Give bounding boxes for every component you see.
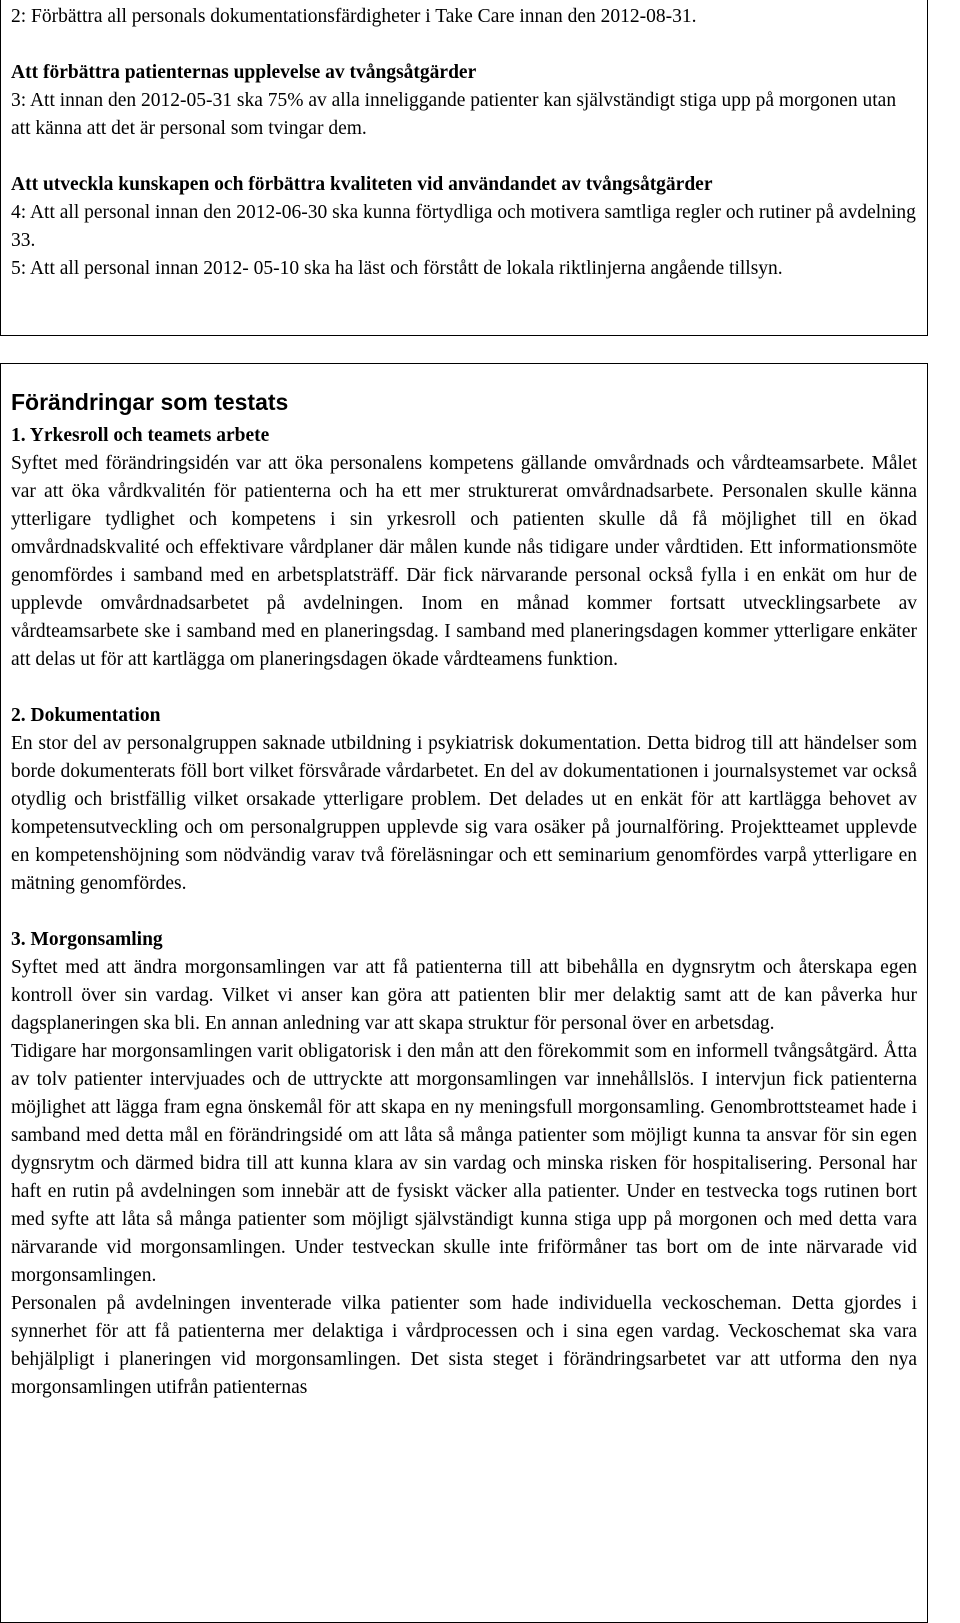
- section-3-paragraph-2: Tidigare har morgonsamlingen varit obligatorisk i den mån att den förekommit som en informell tvångsåtgärd. Åtta av tolv patienter intervjuades och de uttryckte att morgonsamlingen var innehållslös. I intervjun fick patienterna möjlighet att lägga fram egna önskemål för att skapa en ny meningsfull morgonsamling. Genombrottsteamet hade i samband med detta mål en förändringsidé om att låta så många patienter som möjligt kunna ta ansvar för sin egen dygnsrytm och därmed bidra till att kunna klara av sin vardag och minska risken för hospitalisering. Personal har haft en rutin på avdelningen som innebär att de fysiskt väcker alla patienter. Under en testvecka togs rutinen bort med syfte att låta så många patienter som möjligt självständigt kunna stiga upp på morgonen och med detta vara närvarande vid morgonsamlingen. Under testveckan skulle inte friförmåner tas bort om de inte närvarade vid morgonsamlingen.: [11, 1041, 917, 1286]
- goal-3: 3: Att innan den 2012-05-31 ska 75% av alla inneliggande patienter kan självständigt stiga upp på morgonen utan att känna att det är personal som tvingar dem.: [11, 90, 897, 139]
- section-3-paragraph-1: Syftet med att ändra morgonsamlingen var att få patienterna till att bibehålla en dygnsrytm och återskapa egen kontroll över sin vardag. Vilket vi anser kan göra att patienten blir mer delaktig samt att de kan påverka hur dagsplaneringen ska bli. En annan anledning var att skapa struktur för personal över en arbetsdag.: [11, 957, 917, 1034]
- section-3-paragraph-3: Personalen på avdelningen inventerade vilka patienter som hade individuella veckoscheman. Detta gjordes i synnerhet för att få patienterna mer delaktiga i vårdprocessen och i sina egen vardag. Veckoschemat ska vara behjälpligt i planeringen vid morgonsamlingen. Det sista steget i förändringsarbetet var att utforma den nya morgonsamlingen utifrån patienternas: [11, 1293, 917, 1398]
- changes-tested-box: [0, 363, 928, 1623]
- heading-knowledge-quality: Att utveckla kunskapen och förbättra kvaliteten vid användandet av tvångsåtgärder: [11, 174, 713, 195]
- section-2-heading: 2. Dokumentation: [11, 705, 161, 726]
- goal-4: 4: Att all personal innan den 2012-06-30 ska kunna förtydliga och motivera samtliga regler och rutiner på avdelning 33.: [11, 202, 916, 251]
- section-1-heading: 1. Yrkesroll och teamets arbete: [11, 425, 270, 446]
- section-2-text: En stor del av personalgruppen saknade utbildning i psykiatrisk dokumentation. Detta bidrog till att händelser som borde dokumenterats föll bort vilket försvårade vårdarbetet. En del av dokumentationen i journalsystemet var också otydlig och bristfällig vilket orsakade ytterligare problem. Det delades ut en enkät för att kartlägga behovet av kompetensutveckling och om personalgruppen upplevde sig vara osäker på journalföring. Projektteamet upplevde en kompetenshöjning som nödvändig varav två föreläsningar och ett seminarium genomfördes varpå ytterligare en mätning genomfördes.: [11, 733, 917, 894]
- section-3-heading: 3. Morgonsamling: [11, 929, 163, 950]
- section-1-text: Syftet med förändringsidén var att öka personalens kompetens gällande omvårdnads och vårdteamsarbete. Målet var att öka vårdkvalitén för patienterna och ha ett mer strukturerat omvårdnadsarbete. Personalen skulle känna ytterligare tydlighet och kompetens i sin yrkesroll och patienten skulle då få möjlighet till en ökad omvårdnadskvalité och effektivare vårdplaner där målen kunde nås tidigare under vårdtiden. Ett informationsmöte genomfördes i samband med en arbetsplatsträff. Där fick närvarande personal också fylla i en enkät om hur de upplevde omvårdnadsarbetet på avdelningen. Inom en månad kommer fortsatt utvecklingsarbete av vårdteamsarbete ske i samband med en planeringsdag. I samband med planeringsdagen kommer ytterligare enkäter att delas ut för att kartlägga om planeringsdagen ökade vårdteamens funktion.: [11, 453, 917, 670]
- goals-box: [0, 0, 928, 336]
- section-title: Förändringar som testats: [11, 389, 289, 415]
- heading-patient-experience: Att förbättra patienternas upplevelse av tvångsåtgärder: [11, 62, 477, 83]
- goal-2: 2: Förbättra all personals dokumentationsfärdigheter i Take Care innan den 2012-08-31.: [11, 6, 697, 27]
- goal-5: 5: Att all personal innan 2012- 05-10 ska ha läst och förstått de lokala riktlinjerna angående tillsyn.: [11, 258, 783, 279]
